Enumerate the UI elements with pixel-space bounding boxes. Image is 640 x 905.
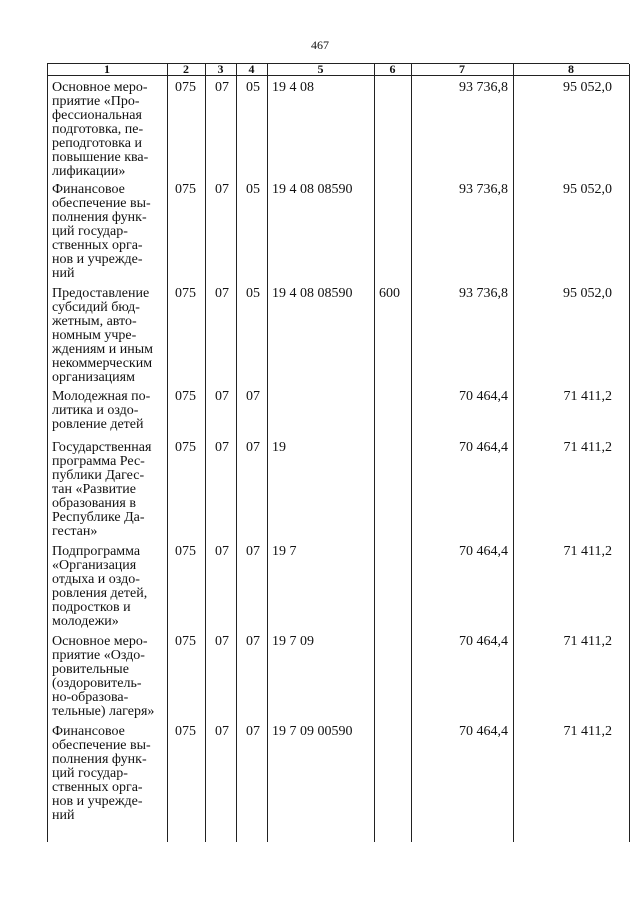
row-amount-year1: 93 736,8 — [459, 80, 508, 95]
row-section-code: 07 — [215, 724, 229, 739]
row-target-article: 19 4 08 08590 — [272, 182, 353, 197]
header-col-3: 3 — [217, 62, 224, 76]
row-expense-type: 600 — [379, 286, 400, 301]
row-name: Основное меро- приятие «Про- фессиональная подготовка, пе- реподготовка и повышение ква- лификации» — [52, 80, 149, 179]
row-amount-year2: 71 411,2 — [563, 724, 612, 739]
row-amount-year1: 93 736,8 — [459, 182, 508, 197]
row-amount-year1: 70 464,4 — [459, 724, 508, 739]
row-amount-year2: 95 052,0 — [563, 182, 612, 197]
row-target-article: 19 — [272, 440, 286, 455]
header-col-7: 7 — [459, 62, 465, 76]
header-col-2: 2 — [183, 62, 189, 76]
row-amount-year2: 71 411,2 — [563, 634, 612, 649]
row-name: Государственная программа Рес- публики Дагес- тан «Развитие образования в Республике Да- гестан» — [52, 440, 152, 539]
row-amount-year1: 93 736,8 — [459, 286, 508, 301]
column-divider — [236, 64, 237, 842]
row-ministry-code: 075 — [175, 724, 196, 739]
row-amount-year1: 70 464,4 — [459, 634, 508, 649]
row-subsection-code: 07 — [246, 544, 260, 559]
row-amount-year2: 95 052,0 — [563, 80, 612, 95]
column-divider — [267, 64, 268, 842]
row-target-article: 19 4 08 — [272, 80, 314, 95]
row-ministry-code: 075 — [175, 286, 196, 301]
row-section-code: 07 — [215, 544, 229, 559]
column-divider — [205, 64, 206, 842]
header-bottom-border — [47, 75, 629, 76]
column-divider — [513, 64, 514, 842]
row-amount-year1: 70 464,4 — [459, 440, 508, 455]
column-divider — [374, 64, 375, 842]
row-name: Предоставление субсидий бюд- жетным, авто- номным учре- ждениям и иным некоммерческим организациям — [52, 286, 154, 385]
page-number: 467 — [311, 38, 329, 52]
row-name: Финансовое обеспечение вы- полнения функ- ций государ- ственных орга- нов и учрежде- ний — [52, 182, 151, 281]
row-name: Основное меро- приятие «Оздо- ровительные (оздоровитель- но-образова- тельные) лагеря» — [52, 634, 155, 719]
row-subsection-code: 05 — [246, 80, 260, 95]
row-name: Молодежная по- литика и оздо- ровление детей — [52, 389, 151, 432]
row-amount-year2: 71 411,2 — [563, 389, 612, 404]
row-section-code: 07 — [215, 440, 229, 455]
row-subsection-code: 07 — [246, 440, 260, 455]
row-subsection-code: 05 — [246, 182, 260, 197]
row-section-code: 07 — [215, 286, 229, 301]
row-ministry-code: 075 — [175, 389, 196, 404]
row-subsection-code: 05 — [246, 286, 260, 301]
row-subsection-code: 07 — [246, 389, 260, 404]
row-ministry-code: 075 — [175, 544, 196, 559]
row-ministry-code: 075 — [175, 634, 196, 649]
row-ministry-code: 075 — [175, 80, 196, 95]
column-divider — [629, 64, 630, 842]
row-target-article: 19 7 09 — [272, 634, 314, 649]
row-amount-year2: 71 411,2 — [563, 440, 612, 455]
row-name: Финансовое обеспечение вы- полнения функ- ций государ- ственных орга- нов и учрежде- ний — [52, 724, 151, 823]
header-col-4: 4 — [248, 62, 255, 76]
header-col-6: 6 — [389, 62, 396, 76]
row-amount-year2: 71 411,2 — [563, 544, 612, 559]
row-section-code: 07 — [215, 182, 229, 197]
row-target-article: 19 4 08 08590 — [272, 286, 353, 301]
row-amount-year1: 70 464,4 — [459, 389, 508, 404]
row-subsection-code: 07 — [246, 634, 260, 649]
row-amount-year1: 70 464,4 — [459, 544, 508, 559]
column-divider — [47, 64, 48, 842]
header-col-8: 8 — [568, 62, 574, 76]
row-ministry-code: 075 — [175, 182, 196, 197]
header-col-5: 5 — [317, 62, 324, 76]
row-section-code: 07 — [215, 80, 229, 95]
column-divider — [167, 64, 168, 842]
row-name: Подпрограмма «Организация отдыха и оздо- ровления детей, подростков и молодежи» — [52, 544, 148, 629]
header-col-1: 1 — [104, 62, 110, 76]
row-section-code: 07 — [215, 389, 229, 404]
row-ministry-code: 075 — [175, 440, 196, 455]
row-section-code: 07 — [215, 634, 229, 649]
row-target-article: 19 7 — [272, 544, 297, 559]
row-target-article: 19 7 09 00590 — [272, 724, 353, 739]
row-subsection-code: 07 — [246, 724, 260, 739]
row-amount-year2: 95 052,0 — [563, 286, 612, 301]
